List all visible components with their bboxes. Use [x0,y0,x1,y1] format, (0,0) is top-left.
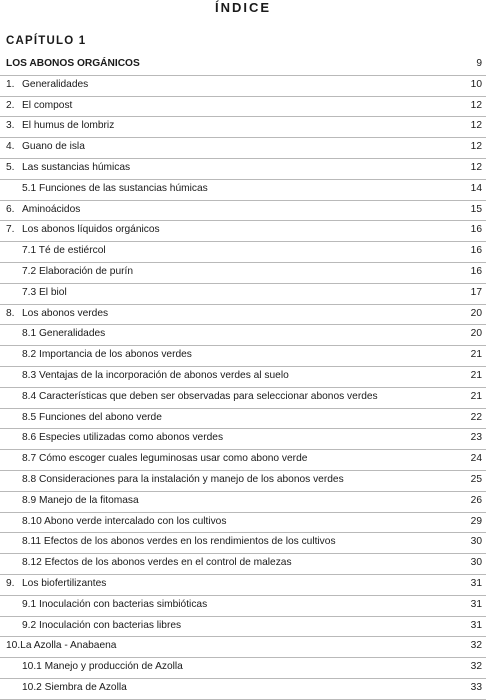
toc-entry-label: 9.1 Inoculación con bacterias simbióticas [22,598,208,610]
toc-entry-label: El humus de lombriz [22,120,115,132]
toc-entry [0,575,486,596]
toc-entry-page: 12 [470,120,482,132]
toc-entry-page: 15 [470,203,482,215]
toc-entry-label: 5.1 Funciones de las sustancias húmicas [22,182,208,194]
toc-entry-label: 8.12 Efectos de los abonos verdes en el control de malezas [22,557,292,569]
toc-entry-label: 8.3 Ventajas de la incorporación de abonos verdes al suelo [22,369,289,381]
toc-entry-page: 31 [470,577,482,589]
toc-entry-label: 8.9 Manejo de la fitomasa [22,494,139,506]
toc-entry [0,159,486,180]
toc-entry-page: 31 [470,619,482,631]
page-title: ÍNDICE [214,0,272,15]
toc-entry-page: 12 [470,99,482,111]
toc-entry-number: 6. [6,203,15,215]
toc-entry-page: 12 [470,161,482,173]
toc-entry-page: 21 [470,369,482,381]
toc-entry-label: El compost [22,99,73,111]
toc-entry-page: 16 [470,265,482,277]
toc-entry-page: 30 [470,557,482,569]
toc-entry-number: 2. [6,99,15,111]
toc-entry [0,554,486,575]
toc-entry-label: 8.5 Funciones del abono verde [22,411,162,423]
toc-entry [0,138,486,159]
toc-entry [0,117,486,138]
toc-entry-label: 8.7 Cómo escoger cuales leguminosas usar como abono verde [22,453,308,465]
toc-entry-label: 8.8 Consideraciones para la instalación y manejo de los abonos verdes [22,473,344,485]
toc-entry [0,346,486,367]
toc-entry [0,533,486,554]
toc-entry-number: 1. [6,78,15,90]
toc-entry-label: Las sustancias húmicas [22,161,131,173]
toc-entry-page: 12 [470,141,482,153]
toc-entry-page: 23 [470,432,482,444]
toc-entry-label: LOS ABONOS ORGÁNICOS [6,58,140,69]
toc-entry-page: 33 [470,681,482,693]
toc-entry-label: Aminoácidos [22,203,81,215]
toc-entry-label: 8.6 Especies utilizadas como abonos verdes [22,432,224,444]
toc-entry-label: 8.11 Efectos de los abonos verdes en los rendimientos de los cultivos [22,536,336,548]
toc-entry [0,305,486,326]
toc-entry [0,450,486,471]
toc-entry-page: 14 [470,182,482,194]
toc-entry [0,284,486,305]
toc-entry-label: 10.1 Manejo y producción de Azolla [22,661,183,673]
toc-entry-page: 21 [470,349,482,361]
toc-entry-label: 7.2 Elaboración de purín [22,265,134,277]
toc-entry-label: 7.1 Té de estiércol [22,245,106,257]
toc-entry-page: 32 [470,661,482,673]
toc-entry-label: 7.3 El biol [22,286,67,298]
toc-entry-number: 8. [6,307,15,319]
toc-entry-label: Los abonos líquidos orgánicos [22,224,160,236]
toc-entry-number: 5. [6,161,15,173]
toc-entry-page: 17 [470,286,482,298]
toc-entry-label: Los abonos verdes [22,307,109,319]
toc-entry [0,76,486,97]
toc-entry [0,201,486,222]
toc-entry [0,596,486,617]
toc-entry-page: 9 [476,58,482,69]
toc-entry-page: 29 [470,515,482,527]
toc-entry-page: 10 [470,78,482,90]
toc-entry-number: 4. [6,141,15,153]
toc-entry-page: 25 [470,473,482,485]
toc-entry-label: 8.2 Importancia de los abonos verdes [22,349,192,361]
toc-entry [0,242,486,263]
toc-entry-label: 10.2 Siembra de Azolla [22,681,127,693]
toc-entry [0,471,486,492]
toc-entry [0,429,486,450]
toc-entry-page: 30 [470,536,482,548]
toc-entry-page: 32 [470,640,482,652]
toc-entry [0,658,486,679]
toc-entry [0,388,486,409]
toc-entry-page: 20 [470,328,482,340]
toc-entry-number: 9. [6,577,15,589]
toc-entry [0,617,486,638]
toc-entry-label: 8.4 Características que deben ser observadas para seleccionar abonos verdes [22,390,378,402]
toc-entry-page: 21 [470,390,482,402]
toc-entry-page: 24 [470,453,482,465]
toc-entry [0,221,486,242]
toc-entry-page: 16 [470,224,482,236]
toc-entry-page: 26 [470,494,482,506]
toc-entry [0,679,486,700]
toc-entry [0,97,486,118]
toc-entry [0,325,486,346]
table-of-contents [0,55,486,700]
toc-entry-label: 8.1 Generalidades [22,328,106,340]
toc-entry [0,409,486,430]
toc-entry [0,263,486,284]
toc-entry-number: 7. [6,224,15,236]
toc-entry [0,637,486,658]
toc-entry-label: 9.2 Inoculación con bacterias libres [22,619,182,631]
toc-entry-page: 20 [470,307,482,319]
chapter-heading: CAPÍTULO 1 [6,35,87,47]
toc-entry [0,180,486,201]
toc-entry-page: 16 [470,245,482,257]
toc-entry-label: Generalidades [22,78,89,90]
toc-entry [0,492,486,513]
toc-entry-label: 10.La Azolla - Anabaena [6,640,117,652]
toc-entry [0,367,486,388]
toc-entry-page: 31 [470,598,482,610]
toc-entry [0,55,486,76]
toc-entry-label: 8.10 Abono verde intercalado con los cultivos [22,515,227,527]
toc-entry-number: 3. [6,120,15,132]
toc-entry-label: Los biofertilizantes [22,577,107,589]
toc-entry-label: Guano de isla [22,141,85,153]
toc-entry-page: 22 [470,411,482,423]
toc-entry [0,513,486,534]
